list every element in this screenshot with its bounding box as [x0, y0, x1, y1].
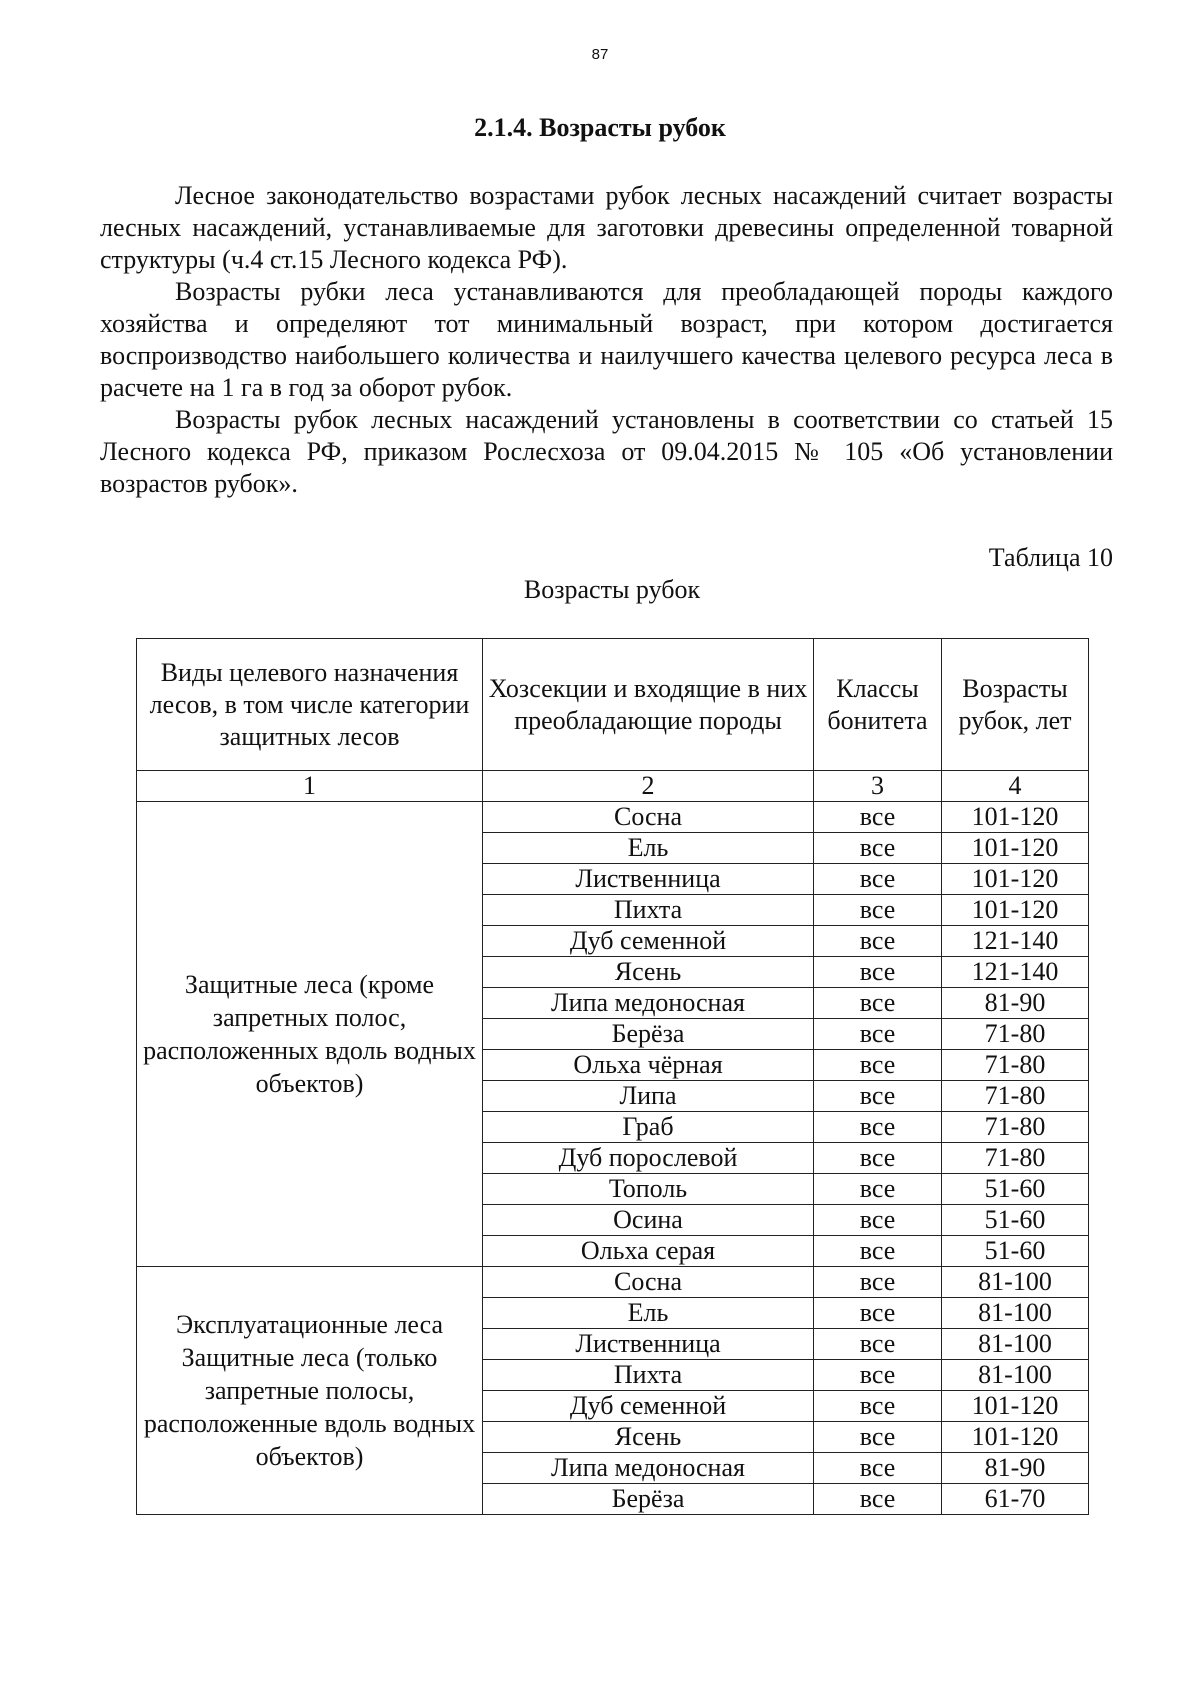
- cutting-age-cell: 101-120: [942, 1422, 1089, 1453]
- table-body: [137, 639, 1089, 1515]
- table-title: Возрасты рубок: [523, 575, 701, 604]
- species-cell: Берёза: [483, 1484, 814, 1515]
- header-cell: Виды целевого назначения лесов, в том числе категории защитных лесов: [137, 639, 483, 771]
- species-cell: Лиственница: [483, 1329, 814, 1360]
- species-cell: Дуб порослевой: [483, 1143, 814, 1174]
- bonitet-class-cell: все: [814, 1422, 942, 1453]
- bonitet-class-cell: все: [814, 1236, 942, 1267]
- bonitet-class-cell: все: [814, 1329, 942, 1360]
- species-cell: Ольха серая: [483, 1236, 814, 1267]
- cutting-ages-table: [136, 638, 1089, 1515]
- bonitet-class-cell: все: [814, 1484, 942, 1515]
- bonitet-class-cell: все: [814, 864, 942, 895]
- bonitet-class-cell: все: [814, 1205, 942, 1236]
- bonitet-class-cell: все: [814, 1453, 942, 1484]
- header-cell: Хозсекции и входящие в них преобладающие породы: [483, 639, 814, 771]
- bonitet-class-cell: все: [814, 988, 942, 1019]
- species-cell: Дуб семенной: [483, 1391, 814, 1422]
- cutting-age-cell: 71-80: [942, 1019, 1089, 1050]
- species-cell: Липа: [483, 1081, 814, 1112]
- species-cell: Граб: [483, 1112, 814, 1143]
- column-number: 4: [942, 771, 1089, 802]
- species-cell: Осина: [483, 1205, 814, 1236]
- cutting-age-cell: 51-60: [942, 1236, 1089, 1267]
- cutting-age-cell: 71-80: [942, 1081, 1089, 1112]
- bonitet-class-cell: все: [814, 1112, 942, 1143]
- bonitet-class-cell: все: [814, 833, 942, 864]
- body-text: [100, 180, 1113, 500]
- species-cell: Ель: [483, 1298, 814, 1329]
- forest-category-cell: Эксплуатационные леса Защитные леса (только запретные полосы, расположенные вдоль водных объектов): [137, 1267, 483, 1515]
- section-title: 2.1.4. Возрасты рубок: [474, 113, 726, 142]
- bonitet-class-cell: все: [814, 1360, 942, 1391]
- species-cell: Лиственница: [483, 864, 814, 895]
- cutting-age-cell: 71-80: [942, 1050, 1089, 1081]
- forest-category-cell: Защитные леса (кроме запретных полос, расположенных вдоль водных объектов): [137, 802, 483, 1267]
- cutting-age-cell: 61-70: [942, 1484, 1089, 1515]
- column-number: 1: [137, 771, 483, 802]
- species-cell: Тополь: [483, 1174, 814, 1205]
- species-cell: Ясень: [483, 957, 814, 988]
- header-cell: Классы бонитета: [814, 639, 942, 771]
- paragraph: Лесное законодательство возрастами рубок лесных насаждений считает возрасты лесных насаждений, устанавливаемые для заготовки древесины определенной товарной структуры (ч.4 ст.15 Лесного кодекса РФ).: [100, 181, 1113, 274]
- cutting-age-cell: 71-80: [942, 1112, 1089, 1143]
- species-cell: Ясень: [483, 1422, 814, 1453]
- bonitet-class-cell: все: [814, 1298, 942, 1329]
- species-cell: Берёза: [483, 1019, 814, 1050]
- bonitet-class-cell: все: [814, 1174, 942, 1205]
- column-number: 3: [814, 771, 942, 802]
- table-row: [137, 802, 1089, 833]
- species-cell: Пихта: [483, 1360, 814, 1391]
- bonitet-class-cell: все: [814, 1081, 942, 1112]
- cutting-age-cell: 101-120: [942, 833, 1089, 864]
- bonitet-class-cell: все: [814, 802, 942, 833]
- table-row: [137, 1267, 1089, 1298]
- paragraph: Возрасты рубки леса устанавливаются для преобладающей породы каждого хозяйства и определяют тот минимальный возраст, при котором достигается воспроизводство наибольшего количества и наилучшего качества целевого ресурса леса в расчете на 1 га в год за оборот рубок.: [100, 277, 1113, 402]
- species-cell: Липа медоносная: [483, 988, 814, 1019]
- species-cell: Дуб семенной: [483, 926, 814, 957]
- species-cell: Липа медоносная: [483, 1453, 814, 1484]
- cutting-age-cell: 121-140: [942, 957, 1089, 988]
- bonitet-class-cell: все: [814, 957, 942, 988]
- cutting-age-cell: 101-120: [942, 802, 1089, 833]
- cutting-age-cell: 81-90: [942, 1453, 1089, 1484]
- table-label: Таблица 10: [988, 543, 1113, 572]
- cutting-age-cell: 81-100: [942, 1267, 1089, 1298]
- cutting-age-cell: 81-100: [942, 1298, 1089, 1329]
- header-cell: Возрасты рубок, лет: [942, 639, 1089, 771]
- species-cell: Ель: [483, 833, 814, 864]
- cutting-age-cell: 101-120: [942, 895, 1089, 926]
- column-number: 2: [483, 771, 814, 802]
- cutting-age-cell: 121-140: [942, 926, 1089, 957]
- table-header-row: [137, 639, 1089, 771]
- column-number-row: [137, 771, 1089, 802]
- paragraph: Возрасты рубок лесных насаждений установлены в соответствии со статьей 15 Лесного кодекса РФ, приказом Рослесхоза от 09.04.2015 № 105 «Об установлении возрастов рубок».: [100, 405, 1113, 498]
- cutting-age-cell: 81-100: [942, 1329, 1089, 1360]
- species-cell: Сосна: [483, 1267, 814, 1298]
- cutting-age-cell: 81-100: [942, 1360, 1089, 1391]
- page-number: 87: [591, 46, 609, 63]
- bonitet-class-cell: все: [814, 1267, 942, 1298]
- species-cell: Сосна: [483, 802, 814, 833]
- bonitet-class-cell: все: [814, 1143, 942, 1174]
- cutting-age-cell: 101-120: [942, 864, 1089, 895]
- cutting-age-cell: 51-60: [942, 1174, 1089, 1205]
- cutting-age-cell: 101-120: [942, 1391, 1089, 1422]
- species-cell: Пихта: [483, 895, 814, 926]
- bonitet-class-cell: все: [814, 1050, 942, 1081]
- cutting-age-cell: 81-90: [942, 988, 1089, 1019]
- cutting-age-cell: 51-60: [942, 1205, 1089, 1236]
- bonitet-class-cell: все: [814, 1391, 942, 1422]
- species-cell: Ольха чёрная: [483, 1050, 814, 1081]
- bonitet-class-cell: все: [814, 926, 942, 957]
- bonitet-class-cell: все: [814, 895, 942, 926]
- cutting-age-cell: 71-80: [942, 1143, 1089, 1174]
- bonitet-class-cell: все: [814, 1019, 942, 1050]
